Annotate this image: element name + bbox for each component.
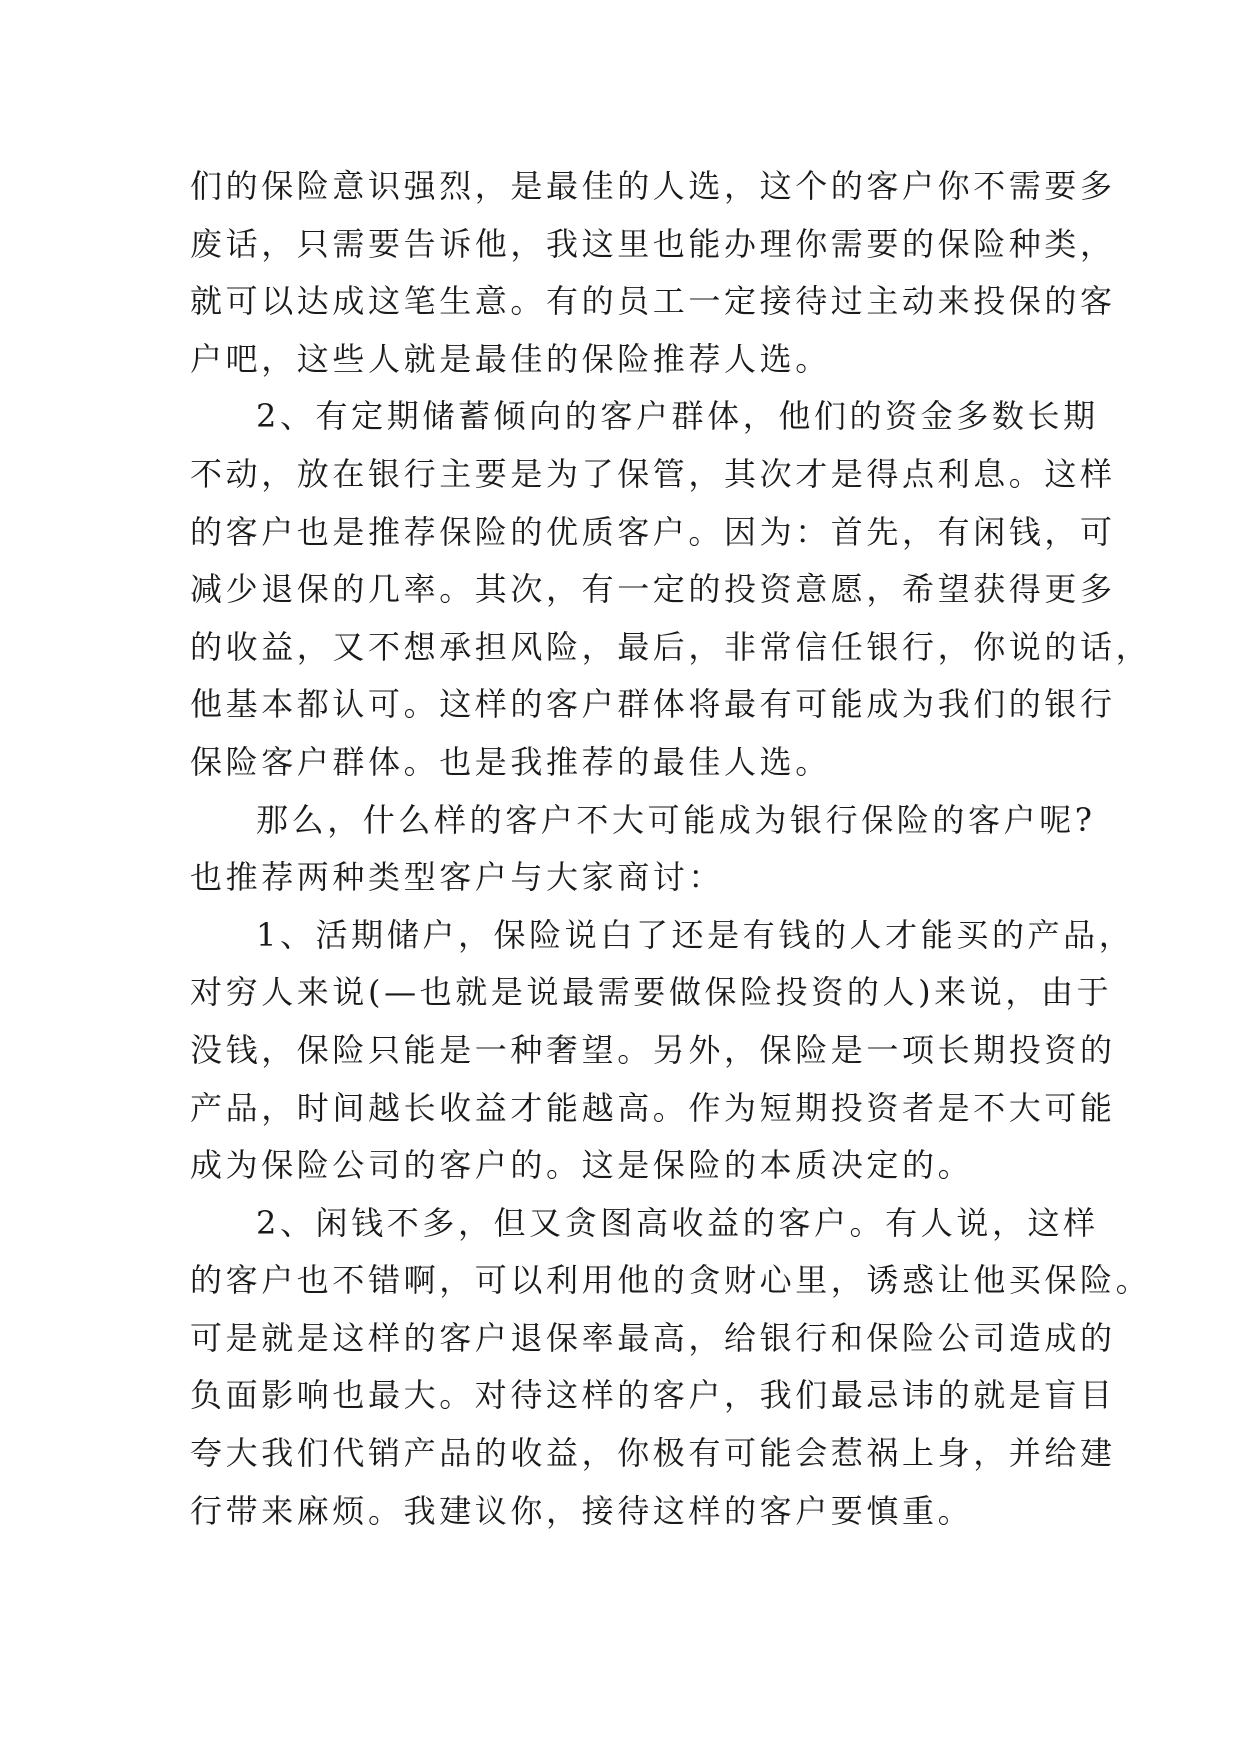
text-line: 夸大我们代销产品的收益，你极有可能会惹祸上身，并给建: [190, 1434, 1116, 1473]
text-line: 2、有定期储蓄倾向的客户群体，他们的资金多数长期: [256, 397, 1099, 436]
text-line: 1、活期储户，保险说白了还是有钱的人才能买的产品，: [256, 915, 1135, 954]
text-line: 对穷人来说(—也就是说最需要做保险投资的人)来说，由于: [190, 973, 1113, 1012]
text-line: 减少退保的几率。其次，有一定的投资意愿，希望获得更多: [190, 570, 1116, 609]
text-line: 成为保险公司的客户的。这是保险的本质决定的。: [190, 1146, 974, 1185]
text-line: 行带来麻烦。我建议你，接待这样的客户要慎重。: [190, 1491, 974, 1530]
text-line: 他基本都认可。这样的客户群体将最有可能成为我们的银行: [190, 685, 1116, 724]
text-line: 没钱，保险只能是一种奢望。另外，保险是一项长期投资的: [190, 1030, 1116, 1069]
text-line: 户吧，这些人就是最佳的保险推荐人选。: [190, 339, 831, 378]
text-line: 不动，放在银行主要是为了保管，其次才是得点利息。这样: [190, 454, 1116, 493]
body-text: [190, 158, 1152, 1540]
text-line: 2、闲钱不多，但又贪图高收益的客户。有人说，这样: [256, 1203, 1099, 1242]
text-line: 废话，只需要告诉他，我这里也能办理你需要的保险种类，: [190, 224, 1116, 263]
text-line: 保险客户群体。也是我推荐的最佳人选。: [190, 742, 831, 781]
text-line: 就可以达成这笔生意。有的员工一定接待过主动来投保的客: [190, 282, 1116, 321]
text-line: 的客户也不错啊，可以利用他的贪财心里，诱惑让他买保险。: [190, 1261, 1152, 1300]
text-line: 也推荐两种类型客户与大家商讨：: [190, 858, 725, 897]
text-line: 的客户也是推荐保险的优质客户。因为：首先，有闲钱，可: [190, 512, 1116, 551]
text-line: 可是就是这样的客户退保率最高，给银行和保险公司造成的: [190, 1318, 1116, 1357]
text-line: 负面影响也最大。对待这样的客户，我们最忌讳的就是盲目: [190, 1376, 1116, 1415]
text-line: 那么，什么样的客户不大可能成为银行保险的客户呢?: [256, 800, 1096, 839]
text-line: 的收益，又不想承担风险，最后，非常信任银行，你说的话，: [190, 627, 1152, 666]
text-line: 产品，时间越长收益才能越高。作为短期投资者是不大可能: [190, 1088, 1116, 1127]
text-line: 们的保险意识强烈，是最佳的人选，这个的客户你不需要多: [190, 167, 1116, 205]
